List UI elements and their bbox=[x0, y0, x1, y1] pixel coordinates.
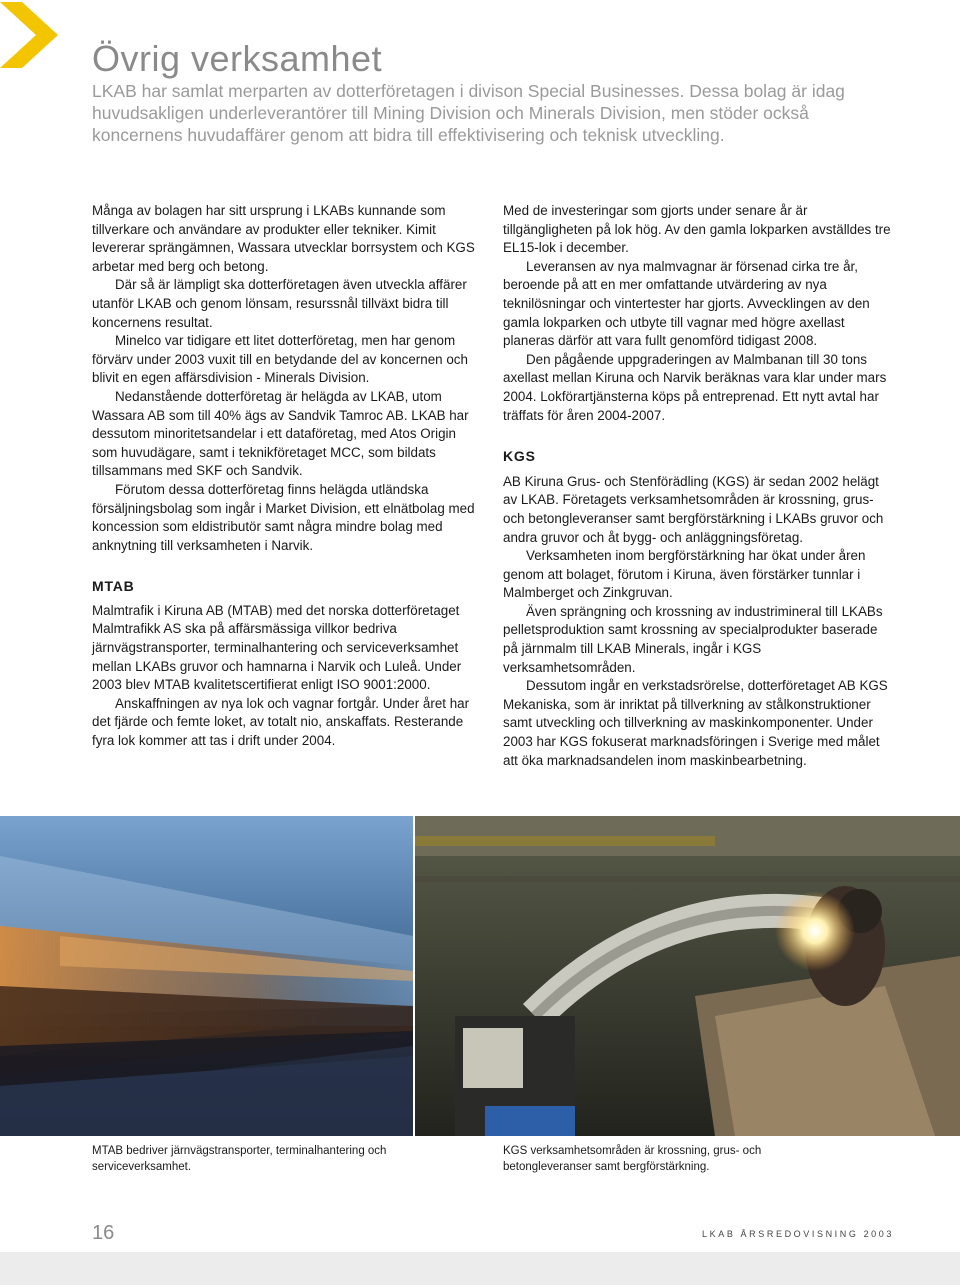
photo-caption-left: MTAB bedriver järnvägstransporter, terminalhantering och serviceverksamhet. bbox=[92, 1145, 387, 1173]
body-paragraph: Anskaffningen av nya lok och vagnar fortgår. Under året har det fjärde och femte loket, av totalt nio, anskaffats. Resterande fyra lok kommer att tas i drift under 2004. bbox=[92, 695, 470, 749]
body-paragraph: Leveransen av nya malmvagnar är försenad cirka tre år, beroende på att en mer omfattande utvärdering av nya teknilösningar och vintertester har gjorts. Avvecklingen av den gamla lokparken och utbyte till vagnar med högre axellast planeras därför att vara fullt genomförd tidigast 2008. bbox=[503, 258, 870, 349]
section-heading-kgs: KGS bbox=[503, 448, 536, 465]
body-paragraph: Många av bolagen har sitt ursprung i LKABs kunnande som tillverkare och användare av produkter eller tekniker. Kimit levererar sprängämnen, Wassara utvecklar borrsystem och KGS arbetar med berg och betong. bbox=[92, 203, 475, 274]
chevron-arrow-icon bbox=[0, 0, 60, 70]
page-title: Övrig verksamhet bbox=[92, 38, 383, 80]
body-paragraph: Där så är lämpligt ska dotterföretagen även utveckla affärer utanför LKAB och genom lönsam, resurssnål tillväxt bidra till koncernens resultat. bbox=[92, 277, 467, 330]
right-column bbox=[503, 202, 893, 770]
body-paragraph: Nedanstående dotterföretag är helägda av LKAB, utom Wassara AB som till 40% ägs av Sandvik Tamroc AB. LKAB har dessutom minoritetsandelar i ett dataföretag, med Atos Origin som huvudägare, samt i teknikföretaget MCC, som bildats tillsammans med SKF och Sandvik. bbox=[92, 388, 469, 479]
section-heading-mtab: MTAB bbox=[92, 578, 135, 595]
photo-ore-train bbox=[0, 816, 413, 1136]
body-paragraph: Malmtrafik i Kiruna AB (MTAB) med det norska dotterföretaget Malmtrafikk AS ska på affärsmässiga villkor bedriva järnvägstransporter, terminalhantering och serviceverksamhet mellan LKABs gruvor och hamnarna i Narvik och Luleå. Under 2003 blev MTAB kvalitetscertifierat enligt ISO 9001:2000. bbox=[92, 602, 462, 693]
intro-paragraph: LKAB har samlat merparten av dotterföretagen i divison Special Businesses. Dessa bolag är idag huvudsakligen underleverantörer till Mining Division och Minerals Division, men stöder också koncernens huvudaffärer genom att bidra till effektivisering och teknisk utveckling. bbox=[92, 81, 845, 145]
body-paragraph: Förutom dessa dotterföretag finns helägda utländska försäljningsbolag som ingår i Market Division, ett elnätbolag med koncession som eldistributör samt några mindre bolag med anknytning till verksamheten i Narvik. bbox=[92, 481, 475, 553]
left-column bbox=[92, 202, 482, 751]
page-number: 16 bbox=[92, 1222, 115, 1244]
body-paragraph: Med de investeringar som gjorts under senare år är tillgängligheten på lok hög. Av den gamla lokparken avställdes tre EL15-lok i december. bbox=[503, 203, 891, 256]
photo-caption-right: KGS verksamhetsområden är krossning, grus- och betongleveranser samt bergförstärkning. bbox=[503, 1145, 762, 1173]
body-paragraph: Den pågående uppgraderingen av Malmbanan till 30 tons axellast mellan Kiruna och Narvik beräknas vara klar under mars 2004. Lokförartjänsterna köps på entreprenad. Ett nytt avtal har träffats för åren 2004-2007. bbox=[503, 351, 887, 423]
body-paragraph: Minelco var tidigare ett litet dotterföretag, men har genom förvärv under 2003 vuxit till en betydande del av koncernen och blivit en egen affärsdivision - Minerals Division. bbox=[92, 333, 468, 386]
body-paragraph: Verksamheten inom bergförstärkning har ökat under åren genom att bolaget, förutom i Kiruna, även förstärker tunnlar i Malmberget och Zinkgruvan. bbox=[503, 548, 866, 601]
footer-band bbox=[0, 1252, 960, 1285]
body-paragraph: Dessutom ingår en verkstadsrörelse, dotterföretaget AB KGS Mekaniska, som är inriktat på tillverkning av stålkonstruktioner samt utveckling och tillverkning av maskinkomponenter. Under 2003 har KGS fokuserat marknadsföringen i Sverige med målet att öka marknadsandelen inom maskinbearbetning. bbox=[503, 678, 888, 768]
body-paragraph: AB Kiruna Grus- och Stenförädling (KGS) är sedan 2002 helägt av LKAB. Företagets verksamhetsområden är krossning, grus- och betongleveranser samt bergförstärkning i LKABs gruvor och andra gruvor och åt bygg- och anläggningsföretag. bbox=[503, 473, 884, 545]
body-paragraph: Även sprängning och krossning av industrimineral till LKABs pelletsproduktion samt krossning av specialprodukter baserade på järnmalm till LKAB Minerals, ingår i KGS verksamhetsområden. bbox=[503, 603, 883, 675]
photo-welding-workshop bbox=[415, 816, 960, 1136]
running-footer: LKAB ÅRSREDOVISNING 2003 bbox=[702, 1229, 894, 1239]
